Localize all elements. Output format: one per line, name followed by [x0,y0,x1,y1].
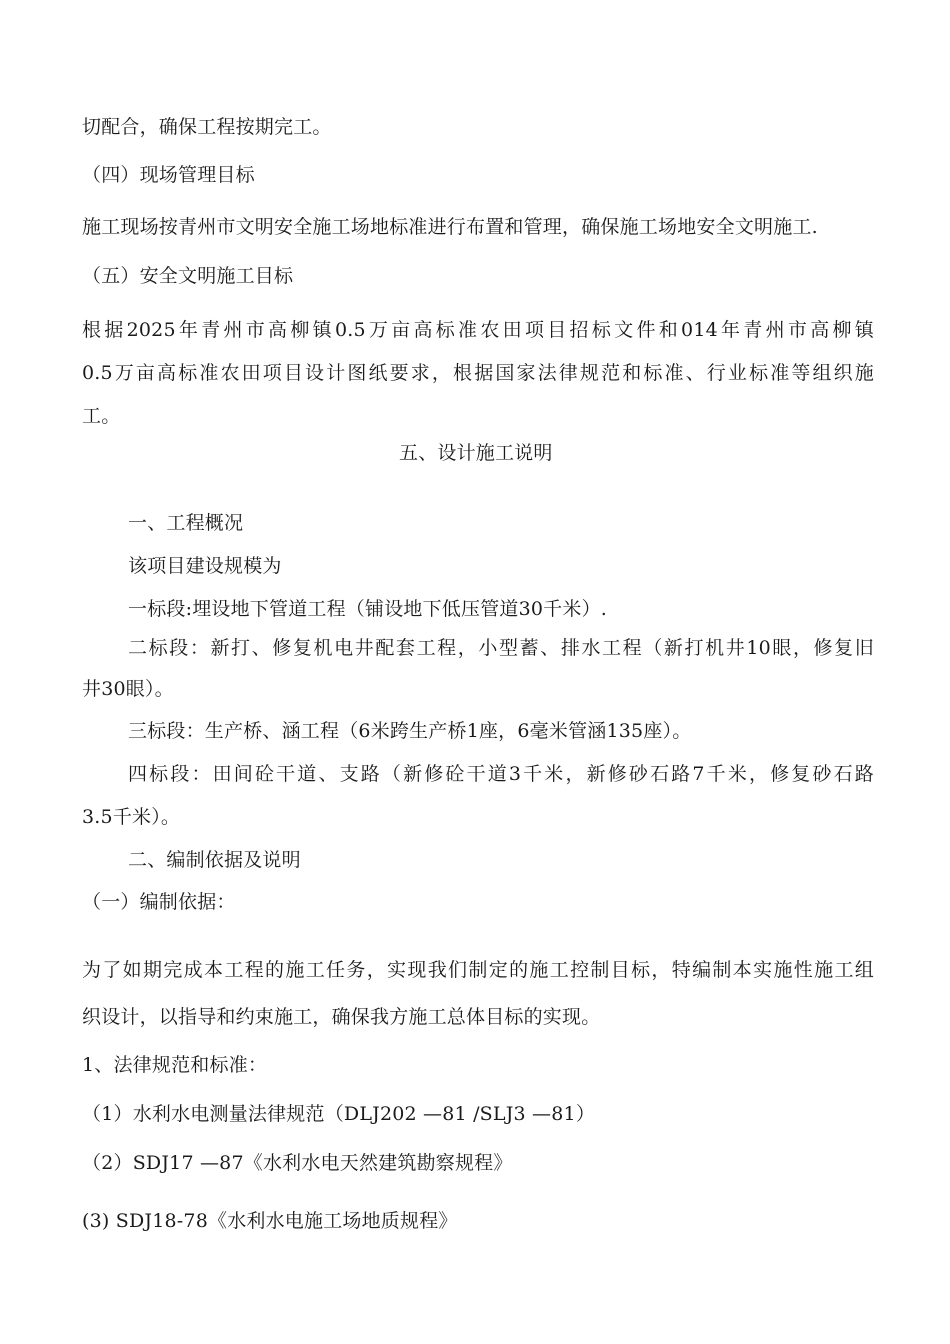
paragraph-line-indented: 二标段：新打、修复机电井配套工程，小型蓄、排水工程（新打机井10眼，修复旧 [128,637,874,659]
section-heading: （四）现场管理目标 [82,164,255,186]
section-heading: （一）编制依据： [82,891,236,913]
section-heading: 一、工程概况 [128,512,244,534]
list-item: (3) SDJ18-78《水利水电施工场地质规程》 [82,1210,458,1232]
chapter-title: 五、设计施工说明 [399,442,553,464]
paragraph-line: 织设计，以指导和约束施工，确保我方施工总体目标的实现。 [82,1006,601,1028]
section-heading: （五）安全文明施工目标 [82,265,294,287]
text-line: 一标段:埋设地下管道工程（铺设地下低压管道30千米）. [128,598,608,620]
paragraph-line: 工。 [82,405,121,427]
text-line: 三标段：生产桥、涵工程（6米跨生产桥1座，6毫米管涵135座）。 [128,720,692,742]
paragraph-line: 为了如期完成本工程的施工任务，实现我们制定的施工控制目标，特编制本实施性施工组 [82,959,874,981]
list-item: （2）SDJ17 —87《水利水电天然建筑勘察规程》 [82,1152,513,1174]
list-item: （1）水利水电测量法律规范（DLJ202 —81 /SLJ3 —81） [82,1103,596,1125]
text-line: 该项目建设规模为 [128,555,282,577]
section-heading: 1、法律规范和标准： [82,1054,268,1076]
paragraph-line-indented: 根据2025年青州市高柳镇0.5万亩高标准农田项目招标文件和014年青州市高柳镇 [82,319,874,341]
paragraph-line: 3.5千米）。 [82,806,181,828]
section-heading: 二、编制依据及说明 [128,849,301,871]
paragraph-line: 0.5万亩高标准农田项目设计图纸要求，根据国家法律规范和标准、行业标准等组织施 [82,362,874,384]
paragraph-line-indented: 四标段：田间砼干道、支路（新修砼干道3千米，新修砂石路7千米，修复砂石路 [128,763,874,785]
text-line: 切配合，确保工程按期完工。 [82,116,332,138]
text-line: 施工现场按青州市文明安全施工场地标准进行布置和管理，确保施工场地安全文明施工. [82,216,818,238]
paragraph-line: 井30眼）。 [82,678,174,700]
